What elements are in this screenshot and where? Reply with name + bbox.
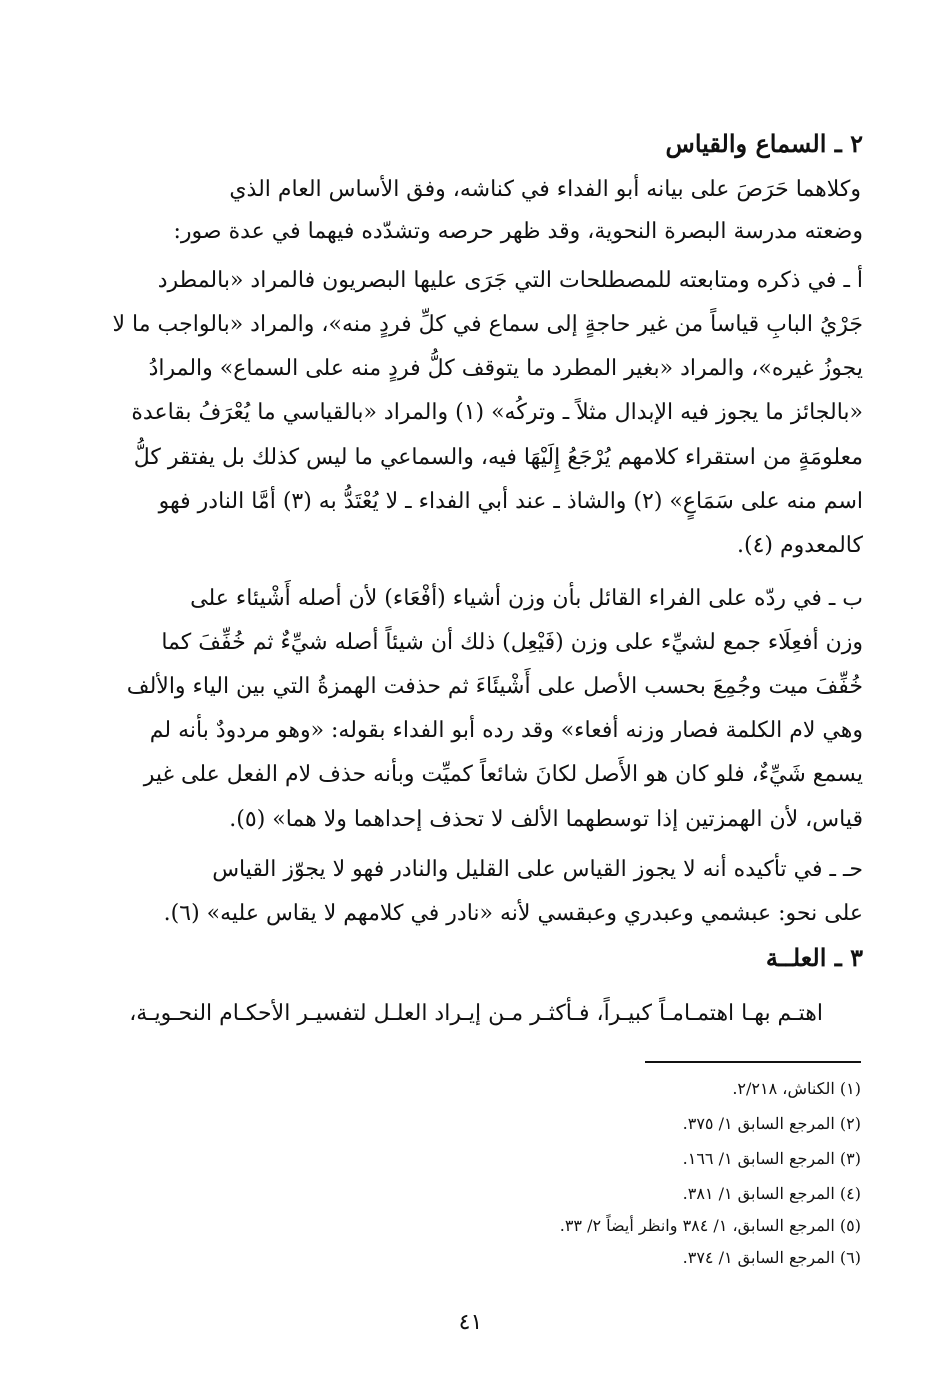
body-line: يجوزُ غيره»، والمراد «بغير المطرد ما يتوقف كلُّ فردٍ منه على السماع» والمرادُ: [148, 356, 863, 381]
footnote: (٣) المرجع السابق ١/ ١٦٦.: [682, 1149, 861, 1168]
body-line: «بالجائز ما يجوز فيه الإبدال مثلاً ـ وتركُه» (١) والمراد «بالقياسي ما يُعْرَفُ بقاعدة: [131, 400, 863, 425]
body-line: وزن أفعِلَاء جمع لشيِّء على وزن (فَيْعِل) ذلك أن شيئاً أصله شيِّءٌ ثم خُفِّفَ كما: [161, 630, 863, 655]
body-line: قياس، لأن الهمزتين إذا توسطهما الألف لا تحذف إحداهما ولا هما» (٥).: [229, 807, 863, 832]
section-heading-illa: ٣ ـ العلــة: [765, 943, 863, 972]
body-line: يسمع شَيِّءٌ، فلو كان هو الأَصل لكانَ شائعاً كميِّت وبأنه حذف لام الفعل على غير: [143, 762, 863, 787]
footnote: (١) الكناش، ٢/٢١٨.: [732, 1079, 861, 1098]
body-line: أ ـ في ذكره ومتابعته للمصطلحات التي جَرَى عليها البصريون فالمراد «بالمطرد: [157, 268, 863, 293]
body-line: خُفِّفَ ميت وجُمِعَ بحسب الأصل على أَشْيئَاءَ ثم حذفت الهمزةُ التي بين الياء والألف: [126, 674, 863, 699]
page-number: ٤١: [458, 1310, 483, 1335]
body-line: اسم منه على سَمَاعٍ» (٢) والشاذ ـ عند أبي الفداء ـ لا يُعْتَدُّ به (٣) أمَّا النادر فهو: [158, 489, 863, 514]
body-line: ب ـ في ردّه على الفراء القائل بأن وزن أشياء (أفْعَاء) لأن أصله أَشْيئاء على: [190, 586, 863, 611]
body-line: كالمعدوم (٤).: [737, 533, 863, 558]
body-line: حـ ـ في تأكيده أنه لا يجوز القياس على القليل والنادر فهو لا يجوّز القياس: [212, 857, 863, 882]
body-line: على نحو: عبشمي وعبدري وعبقسي لأنه «نادر في كلامهم لا يقاس عليه» (٦).: [163, 901, 863, 926]
footnote-divider: [645, 1061, 861, 1063]
body-line: وهي لام الكلمة فصار وزنه أفعاء» وقد رده أبو الفداء بقوله: «وهو مردودٌ بأنه لم: [149, 718, 863, 743]
body-line: اهتـم بهـا اهتمـامـاً كبيـراً، فـأكثـر مـن إيـراد العلـل لتفسيـر الأحكـام النحـويـة،: [129, 1001, 823, 1026]
footnote: (٢) المرجع السابق ١/ ٣٧٥.: [682, 1114, 861, 1133]
footnote: (٤) المرجع السابق ١/ ٣٨١.: [682, 1184, 861, 1203]
body-line: معلومَةٍ من استقراء كلامهم يُرْجَعُ إِلَيْهَا فيه، والسماعي ما ليس كذلك بل يفتقر كلُّ: [133, 445, 863, 470]
body-line: وضعته مدرسة البصرة النحوية، وقد ظهر حرصه وتشدّده فيهما في عدة صور:: [173, 219, 863, 244]
footnote: (٥) المرجع السابق، ١/ ٣٨٤ وانظر أيضاً ٢/ ٣٣.: [559, 1216, 861, 1235]
section-heading-sama-qiyas: ٢ ـ السماع والقياس: [665, 129, 863, 158]
body-line: وكلاهما حَرَصَ على بيانه أبو الفداء في كناشه، وفق الأساس العام الذي: [229, 177, 861, 202]
body-line: جَرْيُ البابِ قياساً من غير حاجةٍ إلى سماع في كلِّ فردٍ منه»، والمراد «بالواجب ما لا: [112, 312, 863, 337]
footnote: (٦) المرجع السابق ١/ ٣٧٤.: [682, 1248, 861, 1267]
